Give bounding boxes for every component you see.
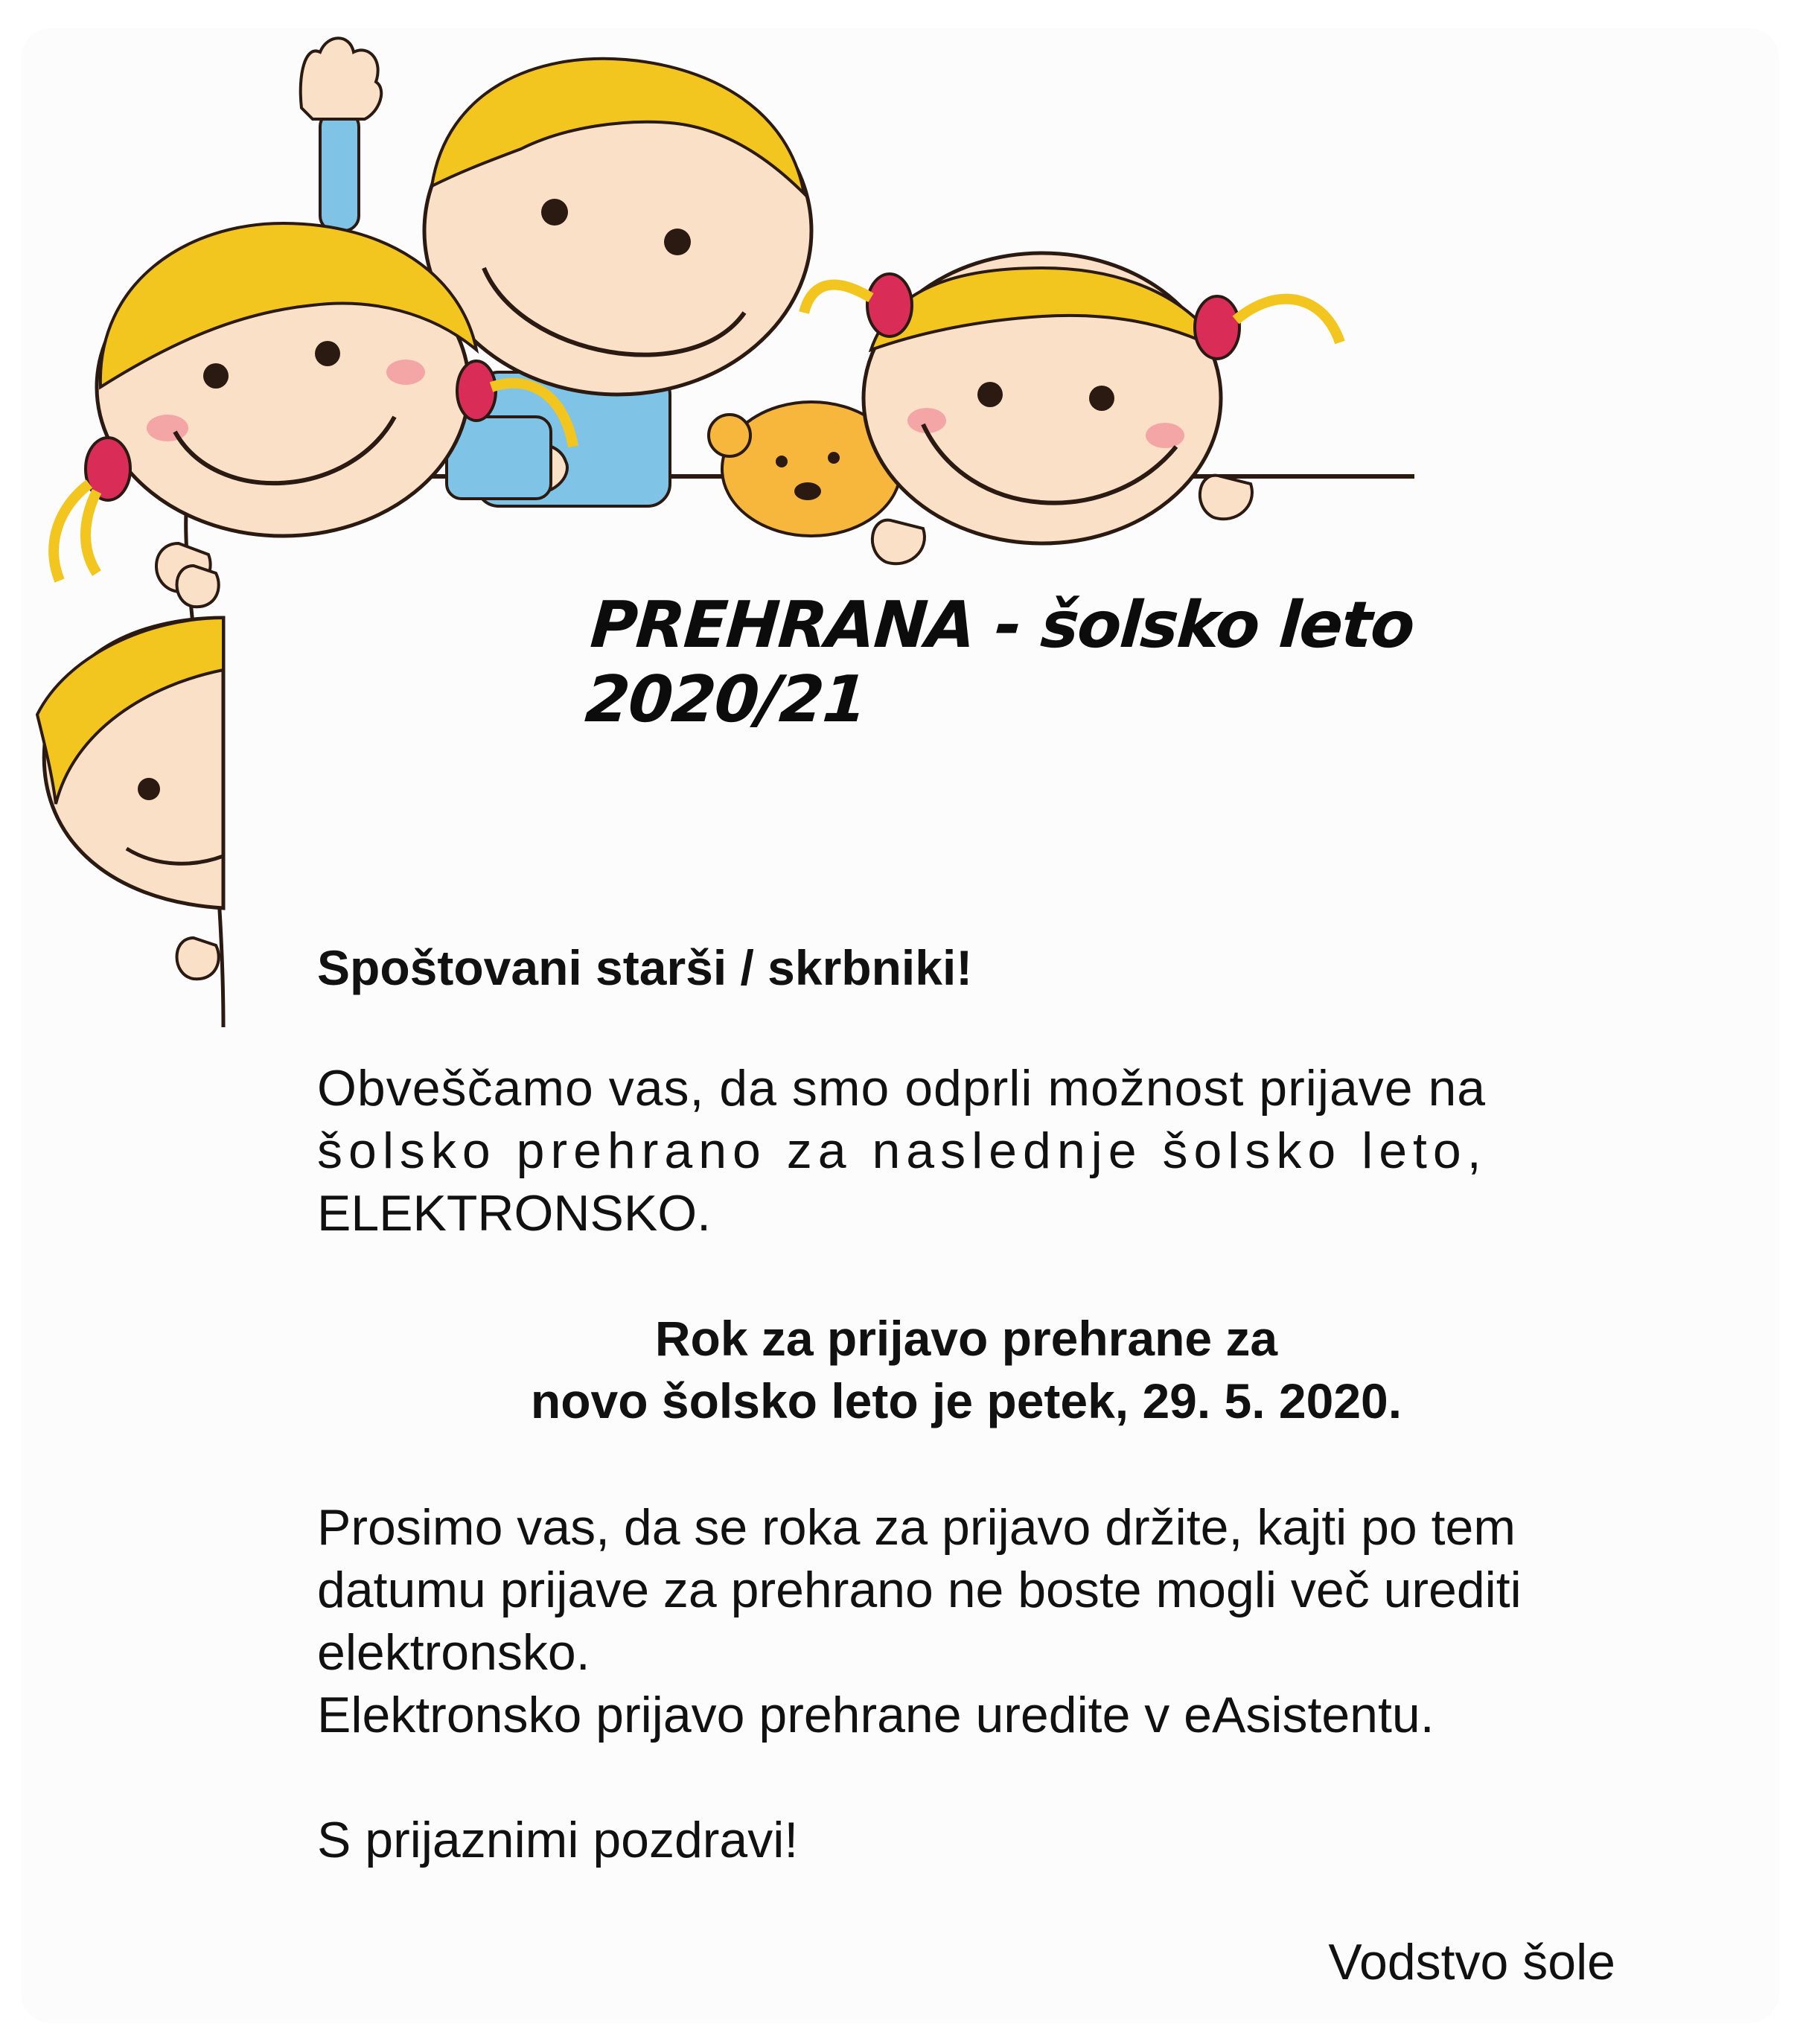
body-paragraph (317, 1496, 1615, 1746)
body-line-2: datumu prijave za prehrano ne boste mogli več urediti (317, 1562, 1522, 1618)
body-line-3: elektronsko. (317, 1624, 590, 1681)
intro-line-1: Obveščamo vas, da smo odprli možnost prijave na (317, 1060, 1487, 1117)
page-title: PREHRANA - šolsko leto 2020/21 (583, 588, 1416, 737)
deadline-line-2: novo šolsko leto je petek, 29. 5. 2020. (530, 1373, 1402, 1428)
closing-text: S prijaznimi pozdravi! (317, 1812, 799, 1868)
body-line-1: Prosimo vas, da se roka za prijavo držite, kajti po tem (317, 1499, 1516, 1556)
deadline-line-1: Rok za prijavo prehrane za (654, 1311, 1278, 1366)
intro-line-3: ELEKTRONSKO. (317, 1185, 712, 1242)
signature: Vodstvo šole (1328, 1934, 1615, 1990)
waving-hand-icon (301, 38, 381, 231)
right-girl (804, 253, 1340, 563)
peeking-boy (37, 566, 223, 979)
intro-line-2: šolsko prehrano za naslednje šolsko leto, (317, 1122, 1487, 1179)
greeting: Spoštovani starši / skrbniki! (317, 940, 973, 995)
intro-paragraph (317, 1057, 1615, 1245)
deadline-notice (317, 1307, 1615, 1432)
body-line-4: Elektronsko prijavo prehrane uredite v eAsistentu. (317, 1687, 1434, 1743)
